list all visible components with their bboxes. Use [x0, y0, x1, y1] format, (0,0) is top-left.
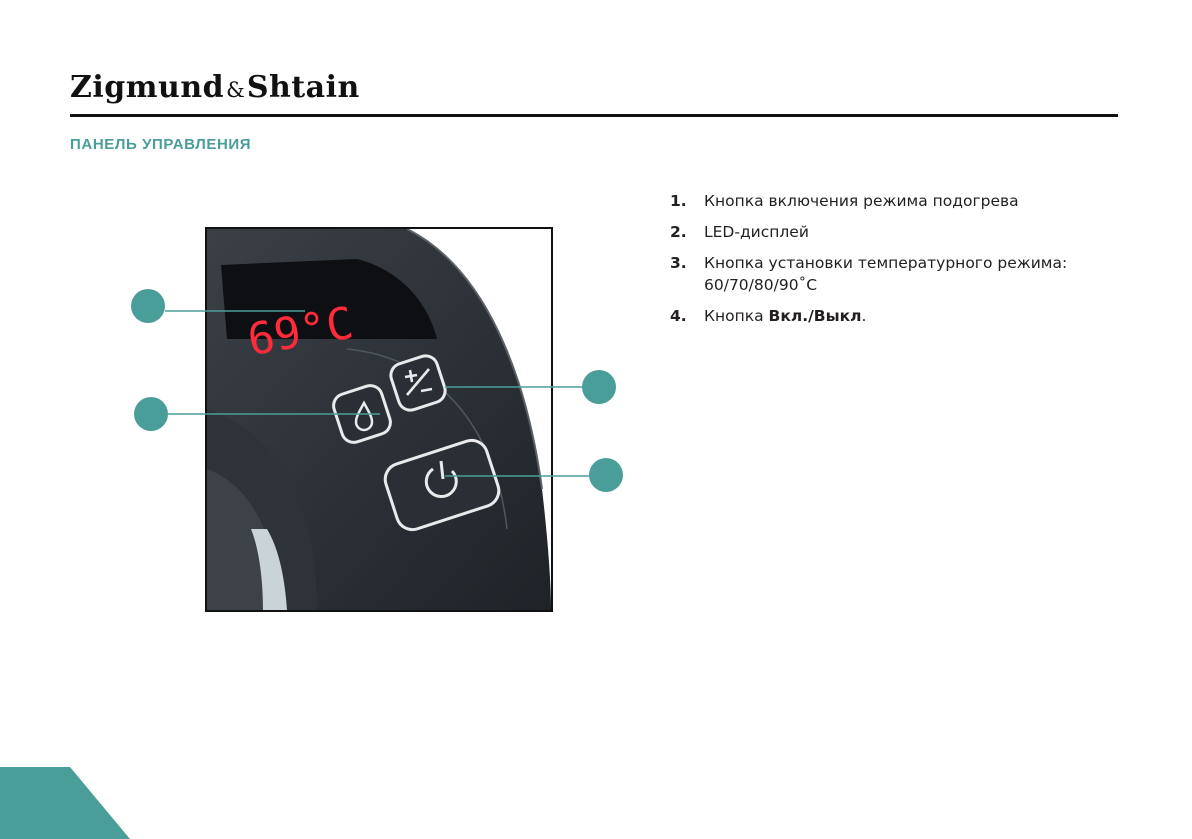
legend-number: 4. — [670, 307, 687, 325]
legend-text-bold: Вкл./Выкл — [768, 307, 862, 325]
callout-badge-heating — [134, 397, 168, 431]
brand-word-left: Zigmund — [70, 70, 225, 105]
callout-badge-display — [131, 289, 165, 323]
legend-item — [670, 190, 1110, 212]
legend-text-line2: 60/70/80/90˚С — [704, 276, 818, 294]
legend-text: Кнопка — [704, 307, 769, 325]
callout-badge-temperature — [582, 370, 616, 404]
legend-text: Кнопка включения режима подогрева — [704, 192, 1019, 210]
legend-text: Кнопка установки температурного режима: — [704, 254, 1068, 272]
legend-item — [670, 305, 1110, 327]
legend-text-tail: . — [861, 307, 867, 325]
legend-number: 1. — [670, 192, 687, 210]
legend-list — [670, 190, 1110, 336]
led-temperature: 69°C — [243, 297, 358, 367]
legend-number: 3. — [670, 254, 687, 272]
brand-ampersand: & — [226, 78, 245, 102]
legend-item — [670, 221, 1110, 243]
legend-text: LED-дисплей — [704, 223, 809, 241]
section-title: ПАНЕЛЬ УПРАВЛЕНИЯ — [70, 136, 252, 153]
legend-number: 2. — [670, 223, 687, 241]
brand-word-right: Shtain — [246, 70, 360, 105]
corner-decoration — [0, 767, 130, 839]
legend-item — [670, 252, 1110, 296]
callout-badge-power — [589, 458, 623, 492]
